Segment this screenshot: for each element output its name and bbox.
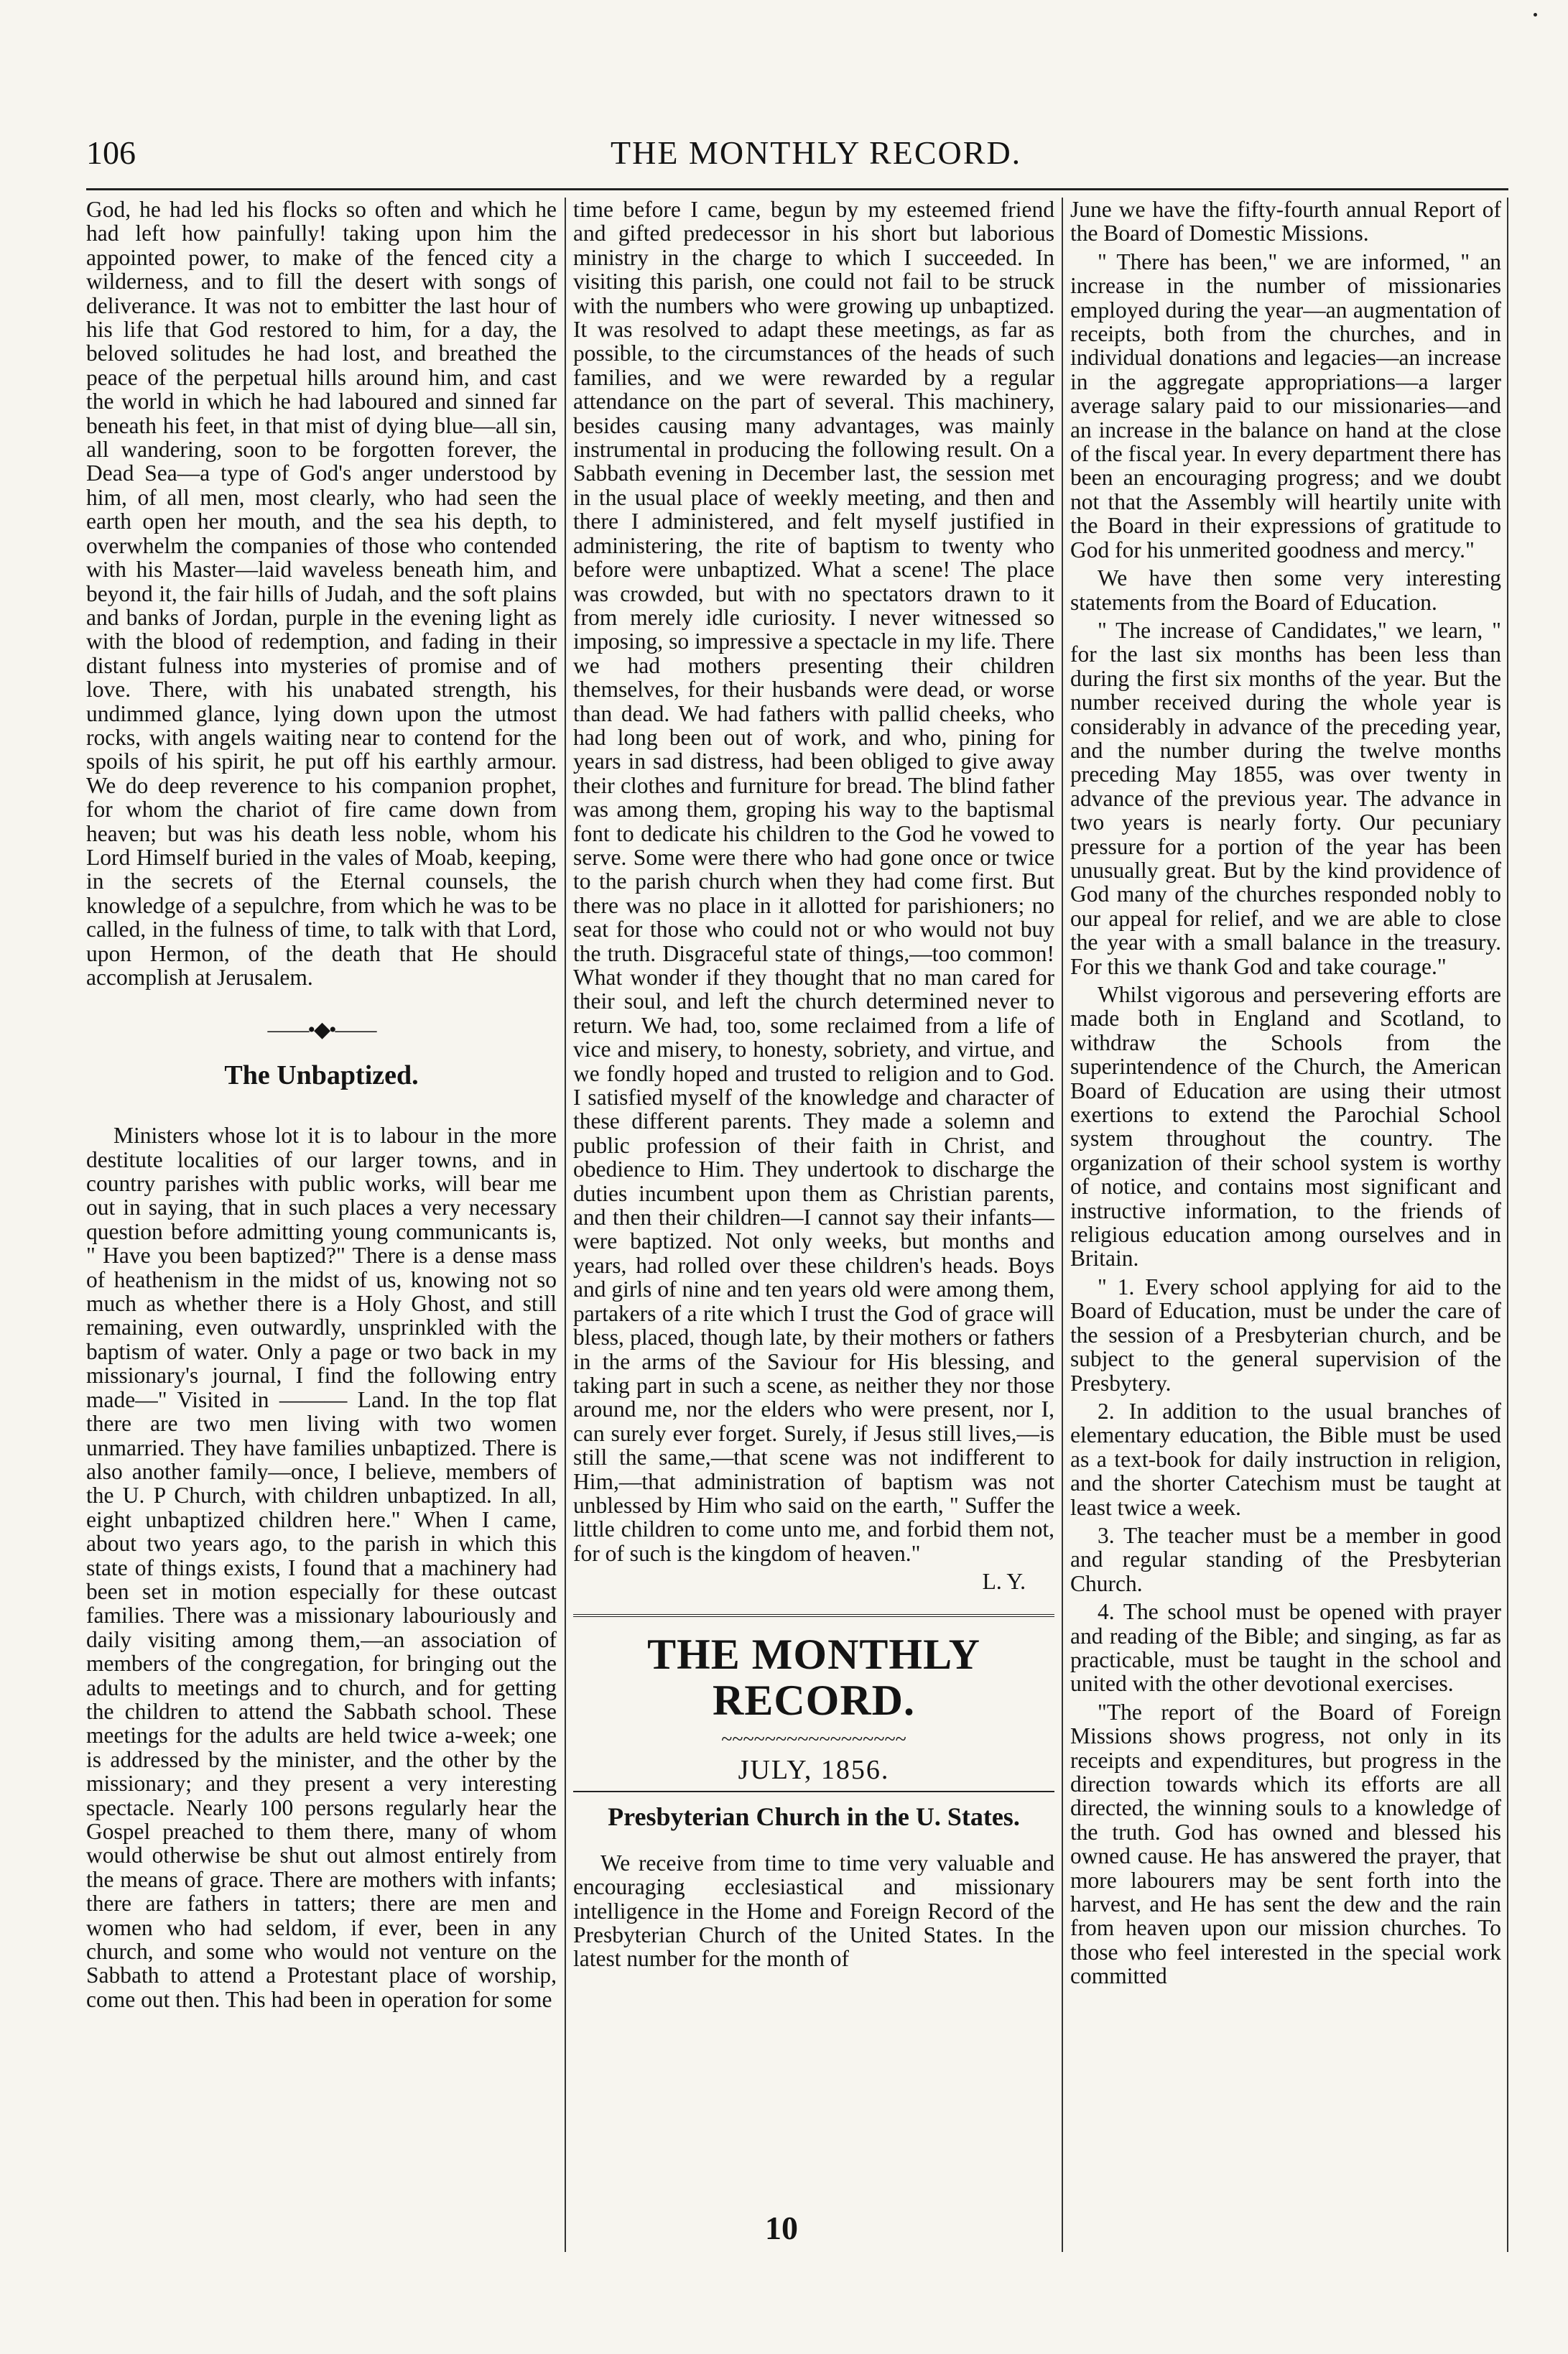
paragraph: We receive from time to time very valuable and encouraging ecclesiastical and missionary intelligence in the Home and Foreign Record of the Presbyterian Church of the United States. In the latest number for the month of bbox=[573, 1850, 1054, 1972]
masthead-flourish: ~~~~~~~~~~~~~~~~~ bbox=[721, 1728, 906, 1751]
running-head bbox=[86, 134, 1494, 184]
running-title: THE MONTHLY RECORD. bbox=[611, 134, 1022, 171]
paragraph: God, he had led his flocks so often and which he had left how painfully! taking upon him the appointed power, to make of the fenced city a wilderness, and to fill the desert with songs of deliverance. It was not to embitter the last hour of his life that God restored to him, for a day, the beloved solitudes he had lost, and breathed the peace of the perpetual hills around him, and cast the world in which he had laboured and sinned far beneath his feet, in that mist of dying blue—all sin, all wandering, soon to be forgotten forever, the Dead Sea—a type of God's anger understood by him, of all men, most clearly, who had seen the earth open her mouth, and the sea his depth, to overwhelm the companies of those who contended with his Master—laid waveless beneath him, and beyond it, the fair hills of Judah, and the soft plains and banks of Jordan, purple in the evening light as with the blood of redemption, and fading in their distant fulness into mysteries of promise and of love. There, with his unabated strength, his undimmed glance, lying down upon the utmost rocks, with angels waiting near to contend for the spoils of his spirit, he put off his earthly armour. We do deep reverence to his companion prophet, for whom the chariot of fire came down from heaven; but was his death less noble, whom his Lord Himself buried in the vales of Moab, keeping, in the secrets of the Eternal counsels, the knowledge of a sepulchre, from which he was to be called, in the fulness of time, to talk with that Lord, upon Hermon, of the death that He should accomplish at Jerusalem. bbox=[86, 198, 557, 990]
paragraph: time before I came, begun by my esteemed friend and gifted predecessor in his short but laborious ministry in the charge to which I succeeded. In visiting this parish, one could not fail to be struck with the numbers who were growing up unbaptized. It was resolved to adapt these meetings, as far as possible, to the circumstances of the heads of such families, and we were rewarded by a regular attendance on the part of several. This machinery, besides causing many advantages, was mainly instrumental in producing the following result. On a Sabbath evening in December last, the session met in the usual place of weekly meeting, and then and there I administered, and felt myself justified in administering, the rite of baptism to twenty who before were unbaptized. What a scene! The place was crowded, but with no spectators drawn to it from merely idle curiosity. I never witnessed so imposing, so impressive a spectacle in my life. There we had mothers presenting their children themselves, for their husbands were dead, or worse than dead. We had fathers with pallid cheeks, who had long been out of work, and who, pining for years in sad distress, had been obliged to give away their clothes and furniture for bread. The blind father was among them, groping his way to the baptismal font to dedicate his children to the God he vowed to serve. Some were there who had gone once or twice to the parish church when they had come first. But there was no place in it allotted for parishioners; no seat for those who could not or who would not buy the truth. Disgraceful state of things,—too common! What wonder if they thought that no man cared for their soul, and left the church determined never to return. We had, too, some reclaimed from a life of vice and misery, to honesty, sobriety, and virtue, and we fondly hoped and trusted to religion and to God. I satisfied myself of the knowledge and character of these different parents. They made a solemn and public profession of their faith in Christ, and obedience to Him. They undertook to discharge the duties incumbent upon them as Christian parents, and then their children—I cannot say their infants—were baptized. Not only weeks, but months and years, had rolled over these children's heads. Boys and girls of nine and ten years old were among them, partakers of a rite which I trust the God of grace will bless, placed, though late, by their mothers or fathers in the arms of the Saviour for His blessing, and taking part in such a scene, as neither they nor those around me, nor the elders who were present, nor I, can surely ever forget. Surely, if Jesus still lives,—is still the same,—that scene was not indifferent to Him,—that administration of baptism was not unblessed by Him who said on the earth, " Suffer the little children to come unto me, and forbid them not, for of such is the kingdom of heaven." bbox=[573, 198, 1054, 1566]
masthead bbox=[573, 1614, 1054, 1830]
paragraph: We have then some very interesting statements from the Board of Education. bbox=[1070, 565, 1501, 615]
column-divider bbox=[1507, 198, 1508, 2252]
column-left bbox=[86, 198, 557, 2259]
paragraph: 4. The school must be opened with prayer and reading of the Bible; and singing, as far as practicable, must be taught in the school and united with the other devotional exercises. bbox=[1070, 1599, 1501, 1697]
column-divider bbox=[1062, 198, 1063, 2252]
page-number: 106 bbox=[86, 134, 136, 171]
header-rule bbox=[86, 188, 1508, 190]
column-right bbox=[1070, 198, 1501, 2259]
issue-date: JULY, 1856. bbox=[738, 1754, 890, 1785]
masthead-title: THE MONTHLY RECORD. bbox=[647, 1630, 980, 1724]
paragraph: June we have the fifty-fourth annual Report of the Board of Domestic Missions. bbox=[1070, 198, 1501, 246]
paragraph: " 1. Every school applying for aid to the Board of Education, must be under the care of the session of a Presbyterian church, and be subject to the general supervision of the Presbytery. bbox=[1070, 1274, 1501, 1396]
section-ornament: ——•◆•—— bbox=[267, 1018, 376, 1042]
paragraph: Ministers whose lot it is to labour in the more destitute localities of our larger towns, and in country parishes with public works, will bear me out in saying, that in such places a very necessary question before admitting young communicants is, " Have you been baptized?" There is a dense mass of heathenism in the midst of us, knowing not so much as whether there is a Holy Ghost, and still remaining, even outwardly, unsprinkled with the baptism of water. Only a page or two back in my missionary's journal, I find the following entry made—" Visited in ——— Land. In the top flat there are two men living with two women unmarried. They have families unbaptized. There is also another family—once, I believe, members of the U. P Church, with children unbaptized. In all, eight unbaptized children here." When I came, about two years ago, to the parish in which this state of things exists, I found that a machinery had been set in motion especially for these outcast families. There was a missionary labouriously and daily visiting among them,—an association of members of the congregation, for bringing out the adults to meetings and to church, and for getting the children to attend the Sabbath school. These meetings for the adults are held twice a-week; one is addressed by the minister, and the other by the missionary; and they present a very interesting spectacle. Nearly 100 persons regularly hear the Gospel preached to them there, many of whom would otherwise be shut out almost entirely from the means of grace. There are mothers with infants; there are fathers in tatters; there are men and women who had seldom, if ever, been in any church, and some who would not venture on the Sabbath to attend a Protestant place of worship, come out then. This had been in operation for some bbox=[86, 1123, 557, 2012]
article-heading-unbaptized: The Unbaptized. bbox=[224, 1060, 419, 1090]
paragraph: " There has been," we are informed, " an increase in the number of missionaries employed during the year—an augmentation of receipts, both from the churches, and in individual donations and legacies—an increase in the aggregate appropriations—a larger average salary paid to our missionaries—and an increase in the balance on hand at the close of the fiscal year. In every department there has been an encouraging progress; and we doubt not that the Assembly will heartily unite with the Board in their expressions of gratitude to God for his unmerited goodness and mercy." bbox=[1070, 249, 1501, 562]
signature-mark: 10 bbox=[765, 2210, 798, 2246]
paragraph: "The report of the Board of Foreign Missions shows progress, not only in its receipts and expenditures, but progress in the direction towards which its efforts are all directed, the winning souls to a knowledge of the truth. God has owned and blessed his owned cause. He has answered the prayer, that more labourers may be sent forth into the harvest, and He has sent the dew and the rain from heaven upon our mission churches. To those who feel interested in the special work committed bbox=[1070, 1699, 1501, 1989]
edge-mark bbox=[1534, 13, 1537, 17]
column-middle bbox=[573, 198, 1054, 2259]
column-divider bbox=[565, 198, 566, 2252]
paragraph: Whilst vigorous and persevering efforts are made both in England and Scotland, to withdraw the Schools from the superintendence of the Church, the American Board of Education are using their utmost exertions to extend the Parochial School system throughout the country. The organization of their school system is worthy of notice, and contains most significant and instructive information, to the friends of religious education among ourselves and in Britain. bbox=[1070, 982, 1501, 1271]
paragraph: " The increase of Candidates," we learn, " for the last six months has been less than during the first six months of the year. But the number received during the whole year is considerably in advance of the preceding year, and the number during the twelve months preceding May 1855, was over twenty in advance of the previous year. The advance in two years is nearly forty. Our pecuniary pressure for a portion of the year has been unusually great. But by the kind providence of God many of the churches responded nobly to our appeal for relief, and we are able to close the year with a small balance in the treasury. For this we thank God and take courage." bbox=[1070, 617, 1501, 979]
article-heading-presbyterian: Presbyterian Church in the U. States. bbox=[608, 1802, 1020, 1832]
paragraph: 2. In addition to the usual branches of elementary education, the Bible must be used as a text-book for daily instruction in religion, and the shorter Catechism must be taught at least twice a week. bbox=[1070, 1398, 1501, 1520]
author-signature: L. Y. bbox=[982, 1569, 1026, 1595]
paragraph: 3. The teacher must be a member in good and regular standing of the Presbyterian Church. bbox=[1070, 1522, 1501, 1596]
masthead-rule bbox=[573, 1791, 1054, 1792]
